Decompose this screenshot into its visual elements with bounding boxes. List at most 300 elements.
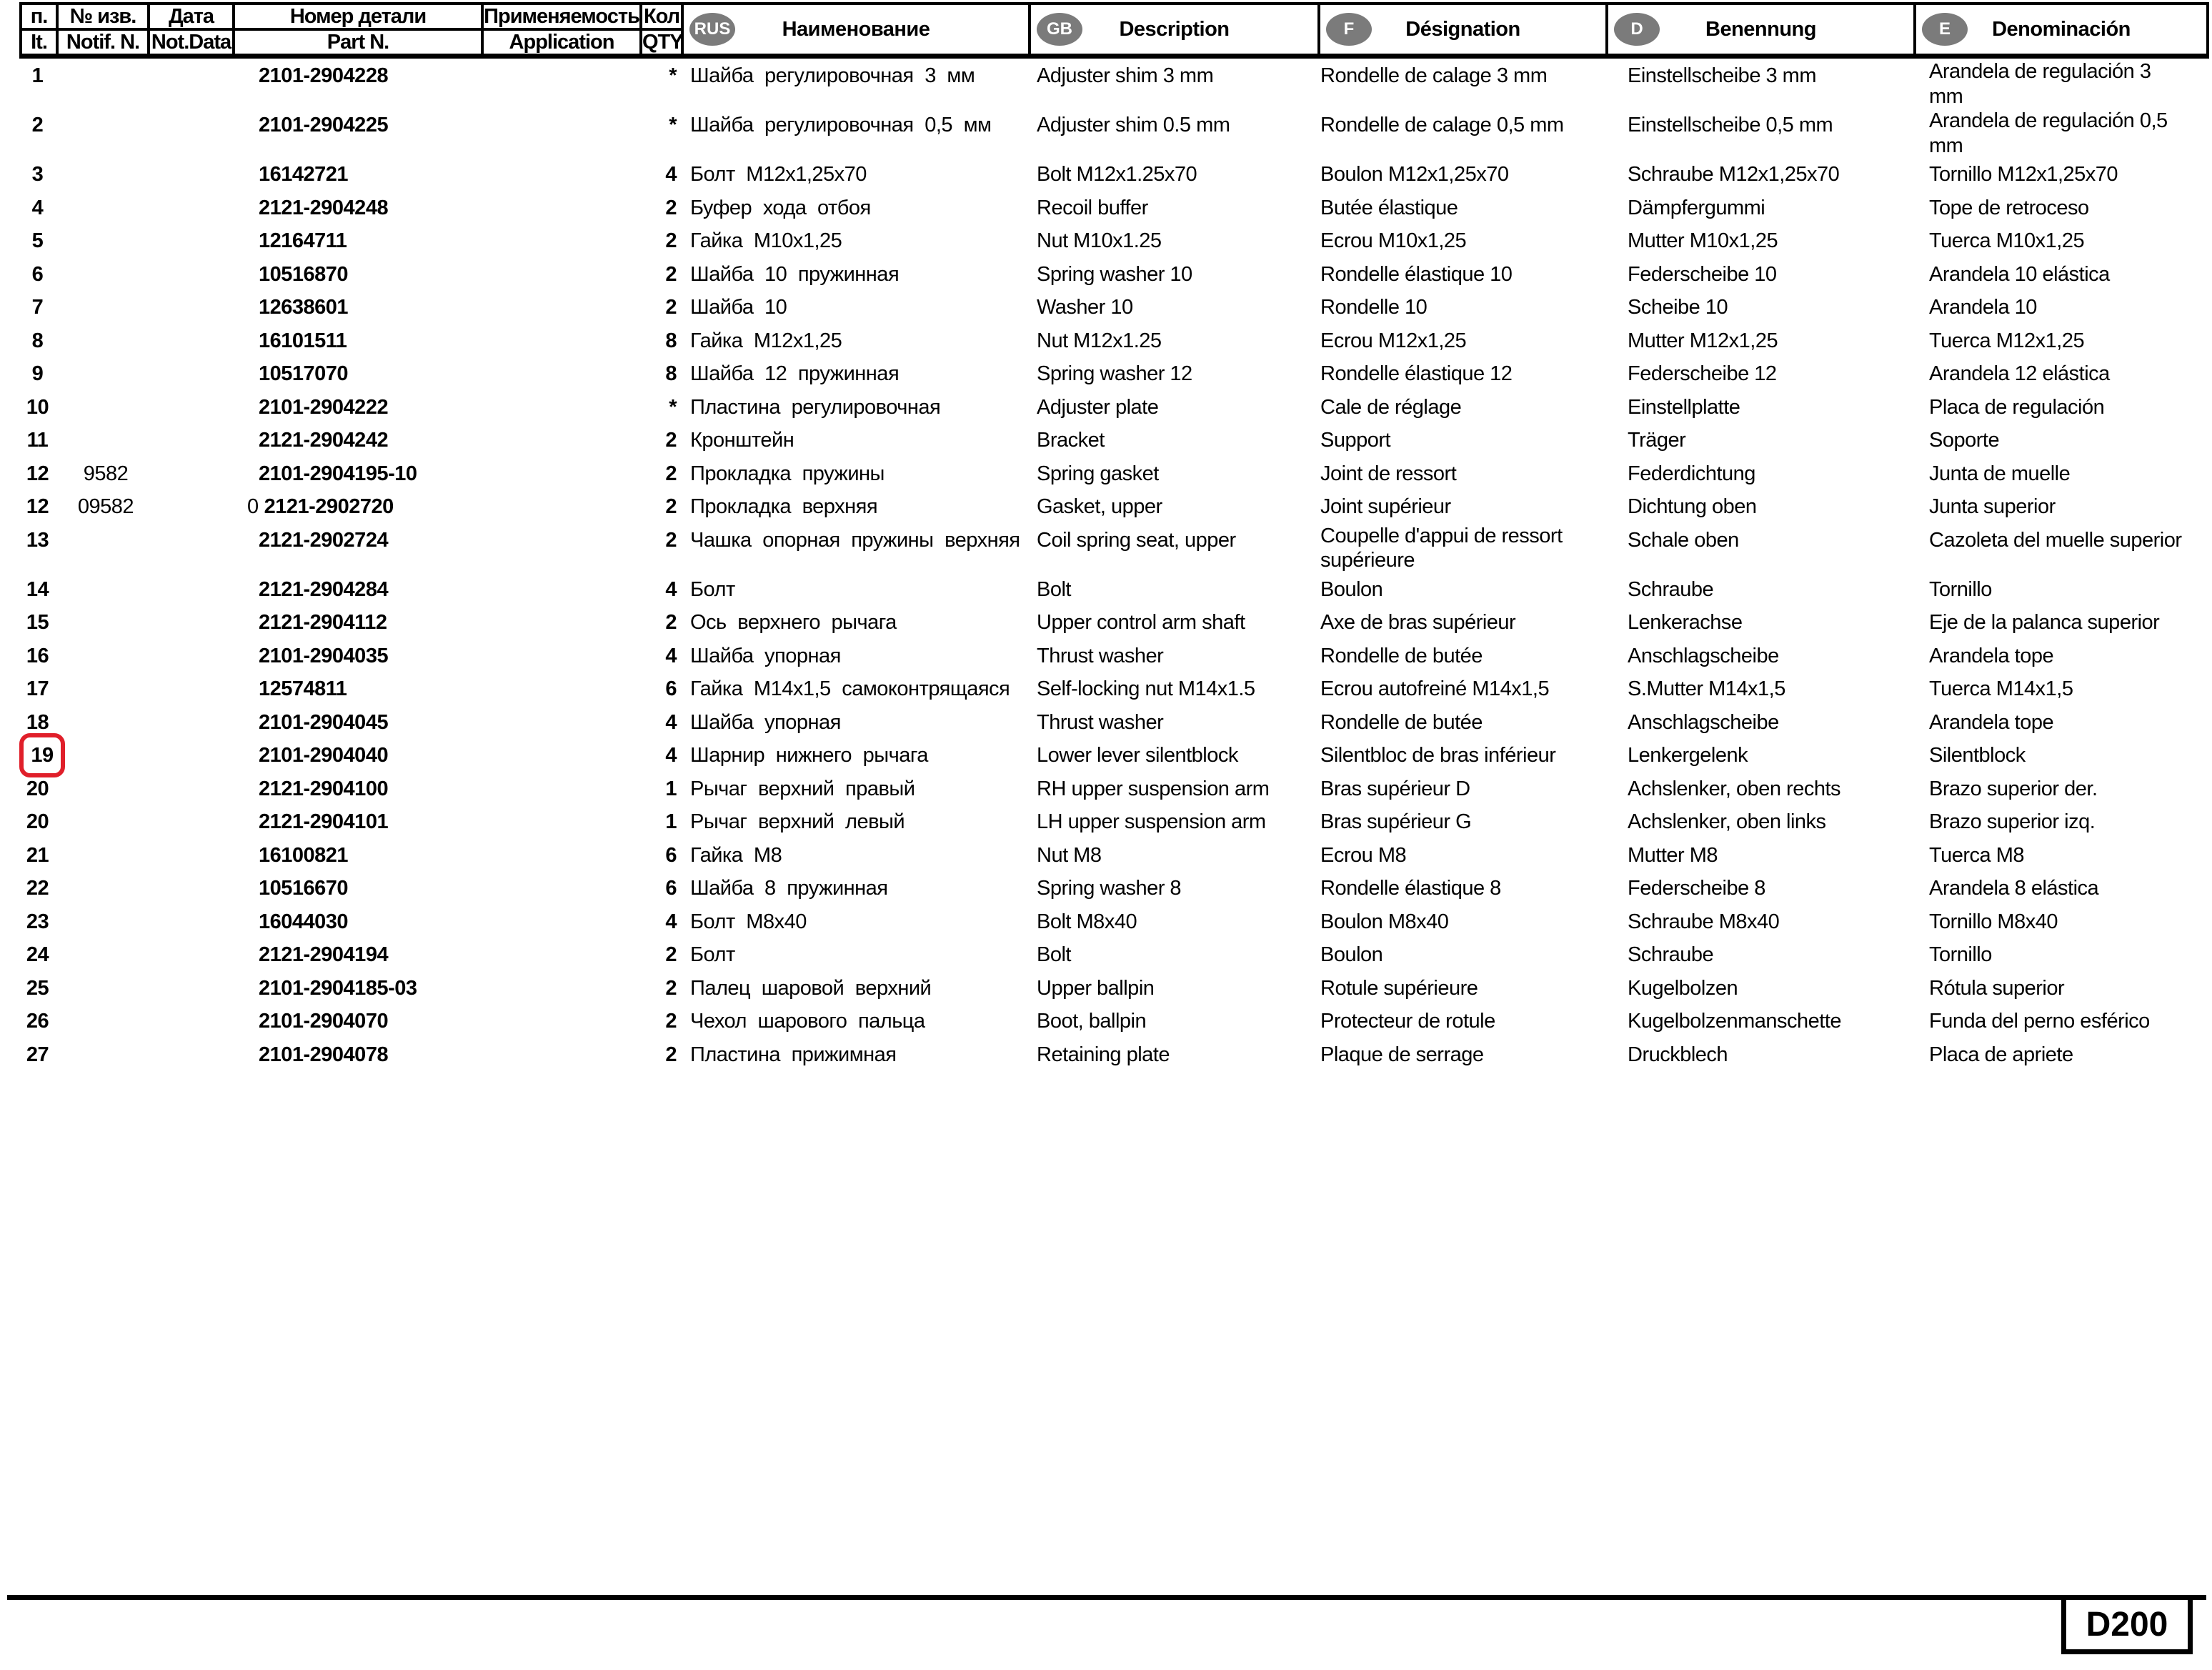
description-gb: Thrust washer [1037,710,1164,734]
col-header-notif-en: Notif. N. [66,31,140,54]
cell-designation-f [1317,739,1605,772]
col-header-notif-ru: № изв. [59,5,147,31]
cell-qty [639,109,681,158]
cell-name-ru [681,772,1028,806]
designation-f: Joint de ressort [1320,462,1457,485]
cell-qty [639,291,681,324]
item-number: 15 [26,611,49,634]
cell-description-gb [1028,1038,1317,1072]
cell-description-gb [1028,59,1317,109]
cell-qty [639,1005,681,1038]
benennung-d: Scheibe 10 [1628,296,1728,319]
denominacion-e: Arandela 10 [1929,296,2037,319]
cell-denominacion-e [1913,606,2209,640]
name-ru: Гайка М10х1,25 [690,229,842,252]
col-header-item-en: It. [31,31,47,54]
qty-value: 1 [665,810,677,833]
cell-denominacion-e [1913,324,2209,358]
parts-table-body [19,59,2209,1071]
table-row [19,224,2209,258]
qty-value: 8 [665,329,677,352]
part-number: 2101-2904045 [259,710,389,734]
table-row [19,391,2209,424]
item-number: 21 [26,843,49,867]
cell-application [481,805,639,839]
cell-item-number [19,357,56,391]
cell-designation-f [1317,192,1605,225]
cell-part-number [232,972,481,1005]
cell-name-ru [681,706,1028,740]
cell-benennung-d [1605,739,1913,772]
description-gb: Nut M10x1.25 [1037,229,1162,252]
part-number: 16101511 [259,329,347,352]
denominacion-e: Tornillo [1929,943,1992,966]
cell-qty [639,524,681,573]
qty-value: 2 [665,196,677,219]
cell-part-number [232,490,481,524]
benennung-d: Federdichtung [1628,462,1755,485]
cell-denominacion-e [1913,640,2209,673]
part-number: 2121-2904194 [259,943,389,966]
cell-date [147,524,232,573]
qty-value: * [669,395,677,419]
denominacion-e: Silentblock [1929,744,2026,767]
cell-description-gb [1028,192,1317,225]
col-header-part-ru: Номер детали [235,5,481,31]
cell-date [147,158,232,192]
cell-application [481,524,639,573]
designation-f: Butée élastique [1320,196,1458,219]
qty-value: 2 [665,611,677,634]
cell-notification-number [56,839,147,873]
cell-part-number [232,224,481,258]
cell-application [481,324,639,358]
cell-designation-f [1317,972,1605,1005]
designation-f: Axe de bras supérieur [1320,611,1516,634]
cell-designation-f [1317,391,1605,424]
cell-benennung-d [1605,1005,1913,1038]
description-gb: Adjuster plate [1037,395,1159,419]
cell-part-number [232,524,481,573]
col-header-application-ru: Применяемость [484,5,639,31]
item-number: 20 [26,810,49,833]
denominacion-e: Placa de apriete [1929,1043,2073,1066]
page-code-box [2061,1595,2193,1654]
name-ru: Болт М8х40 [690,910,807,933]
cell-designation-f [1317,573,1605,607]
lang-badge-d-icon: D [1614,13,1660,46]
cell-qty [639,640,681,673]
col-header-notif [59,5,150,54]
cell-notification-number [56,1005,147,1038]
part-number: 2101-2904185-03 [259,976,417,1000]
cell-name-ru [681,391,1028,424]
benennung-d: Kugelbolzen [1628,976,1738,1000]
lang-badge-gb-icon: GB [1037,13,1082,46]
cell-application [481,192,639,225]
qty-value: 2 [665,1010,677,1033]
cell-designation-f [1317,258,1605,292]
cell-application [481,706,639,740]
designation-f: Rondelle élastique 12 [1320,362,1513,385]
cell-benennung-d [1605,59,1913,109]
denominacion-e: Brazo superior izq. [1929,810,2096,833]
cell-denominacion-e [1913,839,2209,873]
cell-designation-f [1317,357,1605,391]
cell-notification-number [56,872,147,905]
cell-designation-f [1317,606,1605,640]
denominacion-e: Tuerca M10x1,25 [1929,229,2085,252]
cell-designation-f [1317,1005,1605,1038]
cell-benennung-d [1605,391,1913,424]
cell-designation-f [1317,1038,1605,1072]
cell-item-number [19,457,56,491]
cell-denominacion-e [1913,805,2209,839]
name-ru: Палец шаровой верхний [690,976,932,1000]
denominacion-e: Tornillo M12x1,25x70 [1929,163,2118,186]
qty-value: 2 [665,296,677,319]
col-header-date-ru: Дата [150,5,232,31]
cell-benennung-d [1605,706,1913,740]
qty-value: 4 [665,910,677,933]
name-ru: Пластина прижимная [690,1043,897,1066]
cell-designation-f [1317,640,1605,673]
qty-value: 4 [665,744,677,767]
cell-name-ru [681,424,1028,457]
denominacion-e: Brazo superior der. [1929,777,2098,800]
part-number: 2121-2904112 [259,611,387,634]
cell-notification-number [56,606,147,640]
cell-date [147,905,232,939]
cell-qty [639,905,681,939]
name-ru: Чехол шарового пальца [690,1010,925,1033]
name-ru: Гайка М8 [690,843,782,867]
cell-part-number [232,391,481,424]
cell-part-number [232,640,481,673]
part-number: 12638601 [259,296,349,319]
cell-date [147,224,232,258]
cell-application [481,1005,639,1038]
cell-date [147,640,232,673]
cell-qty [639,391,681,424]
cell-description-gb [1028,805,1317,839]
table-row [19,905,2209,939]
cell-application [481,424,639,457]
table-row [19,805,2209,839]
cell-qty [639,324,681,358]
page-code: D200 [2086,1606,2168,1644]
qty-value: 6 [665,843,677,867]
cell-part-number [232,606,481,640]
table-row [19,573,2209,607]
qty-value: 4 [665,577,677,601]
cell-denominacion-e [1913,457,2209,491]
cell-application [481,490,639,524]
table-row [19,192,2209,225]
table-row [19,938,2209,972]
denominacion-e: Arandela 10 elástica [1929,262,2110,286]
benennung-d: Lenkergelenk [1628,744,1748,767]
denominacion-e: Arandela tope [1929,710,2054,734]
cell-denominacion-e [1913,524,2209,573]
col-header-qty-ru: Кол [642,5,681,31]
cell-qty [639,59,681,109]
notification-number: 9582 [83,462,129,485]
part-number: 2121-2904100 [259,777,389,800]
item-number: 12 [26,495,49,518]
cell-benennung-d [1605,640,1913,673]
cell-notification-number [56,573,147,607]
description-gb: Thrust washer [1037,644,1164,667]
description-gb: Bolt M12x1.25x70 [1037,163,1197,186]
cell-item-number [19,109,56,158]
description-gb: Bracket [1037,429,1105,452]
part-number: 2101-2904070 [259,1010,389,1033]
description-gb: Coil spring seat, upper [1037,528,1236,552]
cell-date [147,1005,232,1038]
cell-benennung-d [1605,938,1913,972]
item-number: 26 [26,1010,49,1033]
table-row [19,324,2209,358]
cell-benennung-d [1605,524,1913,573]
benennung-d: Federscheibe 10 [1628,262,1777,286]
cell-description-gb [1028,872,1317,905]
part-number: 2101-2904035 [259,644,389,667]
cell-denominacion-e [1913,938,2209,972]
name-ru: Прокладка пружины [690,462,885,485]
table-row [19,424,2209,457]
item-number: 24 [26,943,49,966]
cell-item-number [19,59,56,109]
col-header-part-en: Part N. [327,31,389,54]
lang-label-e: Denominación [1992,17,2131,41]
designation-f: Ecrou autofreiné M14x1,5 [1320,677,1550,700]
qty-value: * [669,64,677,87]
qty-value: 2 [665,1043,677,1066]
cell-qty [639,772,681,806]
part-number: 2101-2904228 [259,64,389,87]
cell-description-gb [1028,258,1317,292]
name-ru: Рычаг верхний левый [690,810,905,833]
cell-date [147,839,232,873]
cell-notification-number [56,291,147,324]
description-gb: Spring washer 10 [1037,262,1192,286]
benennung-d: Kugelbolzenmanschette [1628,1010,1842,1033]
cell-application [481,905,639,939]
description-gb: Retaining plate [1037,1043,1170,1066]
cell-description-gb [1028,457,1317,491]
qty-value: 2 [665,462,677,485]
cell-date [147,706,232,740]
cell-notification-number [56,706,147,740]
benennung-d: Einstellplatte [1628,395,1740,419]
cell-item-number [19,192,56,225]
name-ru: Шайба 10 [690,296,787,319]
cell-description-gb [1028,424,1317,457]
designation-f: Ecrou M12x1,25 [1320,329,1467,352]
benennung-d: Dichtung oben [1628,495,1757,518]
lang-badge-f-icon: F [1326,13,1372,46]
cell-notification-number [56,391,147,424]
cell-application [481,938,639,972]
cell-notification-number [56,59,147,109]
item-number: 5 [31,229,44,252]
part-number: 2101-2904222 [259,395,389,419]
denominacion-e: Junta superior [1929,495,2056,518]
cell-denominacion-e [1913,258,2209,292]
description-gb: Upper ballpin [1037,976,1155,1000]
qty-value: 2 [665,429,677,452]
cell-name-ru [681,158,1028,192]
name-ru: Шайба 12 пружинная [690,362,900,385]
cell-name-ru [681,805,1028,839]
cell-notification-number [56,109,147,158]
cell-part-number [232,357,481,391]
table-row [19,524,2209,573]
benennung-d: Anschlagscheibe [1628,710,1779,734]
cell-name-ru [681,357,1028,391]
description-gb: Boot, ballpin [1037,1010,1147,1033]
cell-date [147,573,232,607]
cell-notification-number [56,1038,147,1072]
cell-part-number [232,158,481,192]
col-header-item-ru: п. [22,5,56,31]
cell-name-ru [681,839,1028,873]
designation-f: Bras supérieur D [1320,777,1470,800]
denominacion-e: Tuerca M8 [1929,843,2025,867]
cell-denominacion-e [1913,490,2209,524]
denominacion-e: Tornillo M8x40 [1929,910,2058,933]
cell-item-number [19,391,56,424]
cell-qty [639,672,681,706]
cell-qty [639,706,681,740]
qty-value: 4 [665,644,677,667]
cell-date [147,672,232,706]
cell-name-ru [681,573,1028,607]
cell-denominacion-e [1913,424,2209,457]
cell-part-number [232,938,481,972]
denominacion-e: Funda del perno esférico [1929,1010,2150,1033]
description-gb: Lower lever silentblock [1037,744,1238,767]
cell-designation-f [1317,59,1605,109]
cell-name-ru [681,640,1028,673]
cell-benennung-d [1605,972,1913,1005]
table-row [19,872,2209,905]
cell-benennung-d [1605,258,1913,292]
description-gb: Spring washer 8 [1037,877,1182,900]
col-header-designation-f [1320,5,1608,54]
cell-item-number [19,739,56,772]
designation-f: Ecrou M10x1,25 [1320,229,1467,252]
table-row [19,772,2209,806]
cell-designation-f [1317,158,1605,192]
description-gb: Bolt M8x40 [1037,910,1137,933]
benennung-d: Achslenker, oben rechts [1628,777,1841,800]
cell-qty [639,805,681,839]
cell-date [147,424,232,457]
name-ru: Кронштейн [690,429,794,452]
col-header-qty [642,5,684,54]
benennung-d: Achslenker, oben links [1628,810,1826,833]
cell-application [481,640,639,673]
cell-item-number [19,490,56,524]
name-ru: Шайба упорная [690,644,841,667]
benennung-d: S.Mutter M14x1,5 [1628,677,1785,700]
cell-description-gb [1028,606,1317,640]
cell-item-number [19,1038,56,1072]
cell-item-number [19,158,56,192]
cell-item-number [19,224,56,258]
item-number: 9 [31,362,44,385]
cell-name-ru [681,1005,1028,1038]
item-number: 18 [26,710,49,734]
cell-date [147,772,232,806]
cell-application [481,357,639,391]
qty-value: 1 [665,777,677,800]
benennung-d: Schraube [1628,943,1714,966]
cell-item-number [19,524,56,573]
cell-benennung-d [1605,109,1913,158]
item-number: 20 [26,777,49,800]
cell-item-number [19,839,56,873]
name-ru: Чашка опорная пружины верхняя [690,528,1020,552]
cell-application [481,59,639,109]
col-header-application [484,5,642,54]
designation-f: Boulon M12x1,25x70 [1320,163,1509,186]
cell-date [147,490,232,524]
cell-designation-f [1317,839,1605,873]
designation-f: Boulon M8x40 [1320,910,1449,933]
cell-qty [639,357,681,391]
cell-benennung-d [1605,457,1913,491]
cell-benennung-d [1605,872,1913,905]
cell-date [147,109,232,158]
cell-item-number [19,972,56,1005]
cell-item-number [19,258,56,292]
cell-denominacion-e [1913,357,2209,391]
benennung-d: Mutter M8 [1628,843,1718,867]
cell-benennung-d [1605,324,1913,358]
cell-qty [639,224,681,258]
part-number: 10517070 [259,362,349,385]
designation-f: Rondelle de butée [1320,710,1483,734]
part-number: 2121-2902720 [264,495,394,518]
cell-application [481,739,639,772]
cell-date [147,457,232,491]
col-header-date-en: Not.Data [151,31,231,54]
designation-f: Rondelle élastique 10 [1320,262,1513,286]
cell-part-number [232,905,481,939]
cell-benennung-d [1605,839,1913,873]
table-row [19,158,2209,192]
cell-benennung-d [1605,905,1913,939]
cell-benennung-d [1605,424,1913,457]
cell-name-ru [681,1038,1028,1072]
cell-date [147,938,232,972]
item-number: 10 [26,395,49,419]
cell-denominacion-e [1913,291,2209,324]
description-gb: Self-locking nut M14x1.5 [1037,677,1255,700]
benennung-d: Druckblech [1628,1043,1728,1066]
cell-description-gb [1028,524,1317,573]
cell-designation-f [1317,490,1605,524]
cell-qty [639,258,681,292]
cell-designation-f [1317,905,1605,939]
cell-date [147,1038,232,1072]
cell-notification-number [56,324,147,358]
cell-part-number [232,457,481,491]
designation-f: Coupelle d'appui de ressort supérieure [1320,524,1563,572]
